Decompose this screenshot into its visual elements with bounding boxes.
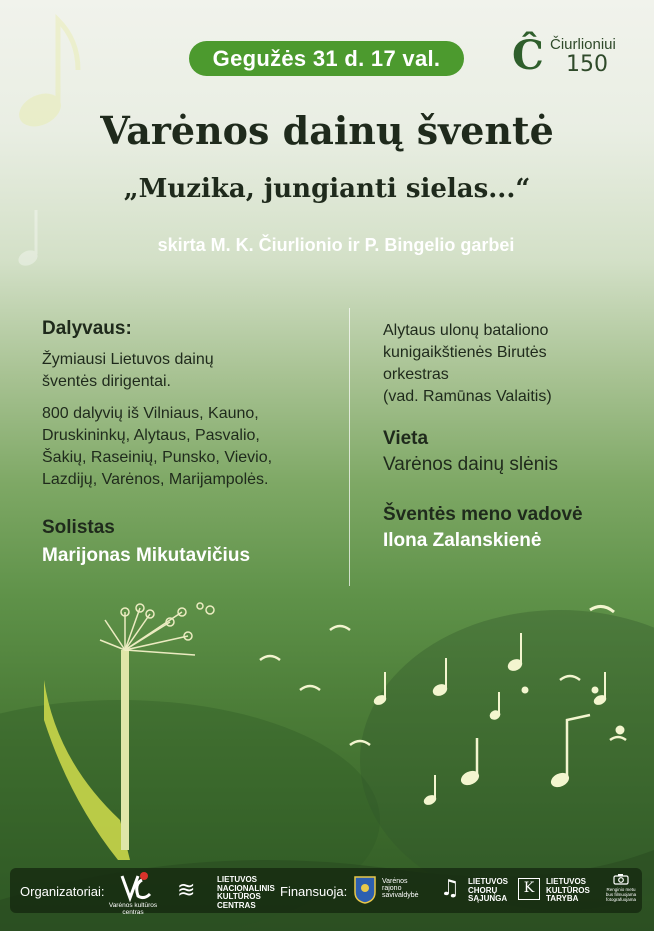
choirs-line: SĄJUNGA (468, 894, 508, 903)
logo-number: 150 (566, 52, 608, 77)
choirs-union-logo (440, 874, 515, 908)
council-line: LIETUVOS (546, 877, 587, 886)
culture-council-logo (518, 874, 593, 908)
photo-line: Renginio metu (606, 887, 636, 892)
culture-council-text (546, 878, 590, 904)
note-stem-line (121, 650, 129, 850)
municipality-line: Varėnos (382, 878, 408, 885)
choirs-line: CHORŲ (468, 885, 498, 895)
sponsors-footer (10, 868, 642, 916)
left-column (42, 318, 332, 567)
right-column (383, 320, 643, 552)
soloist-heading: Solistas (42, 517, 115, 538)
conductors-line: Žymiausi Lietuvos dainų (42, 351, 214, 368)
camera-icon (613, 873, 629, 885)
vkc-logo-text: Varėnos kultūros centras (108, 902, 158, 916)
culture-council-k-icon: K (518, 878, 540, 900)
ciurlionis-c-icon: Ĉ (512, 32, 544, 79)
municipality-line: savivaldybė (382, 892, 419, 899)
date-time-badge: Gegužės 31 d. 17 val. (189, 41, 464, 76)
dedication: skirta M. K. Čiurlionio ir P. Bingelio garbei (157, 235, 515, 255)
orchestra-text (383, 320, 643, 408)
lnkc-line: KULTŪROS (217, 892, 261, 901)
venue-name: Varėnos dainų slėnis (383, 454, 558, 475)
orchestra-line: orkestras (383, 366, 449, 383)
lnkc-logo (175, 872, 275, 910)
orchestra-line: Alytaus ulonų bataliono (383, 322, 549, 339)
conductors-line: šventės dirigentai. (42, 373, 171, 390)
conductors-text (42, 349, 332, 393)
vkc-logo-icon (98, 870, 168, 902)
funders-label: Finansuoja: (280, 884, 348, 899)
singers-line: Lazdijų, Varėnos, Marijampolės. (42, 471, 269, 488)
logo-name: Čiurlioniui (550, 36, 616, 53)
organizers-label: Organizatoriai: (20, 884, 105, 899)
photo-line: bus filmuojama (605, 892, 637, 897)
orchestra-line: (vad. Ramūnas Valaitis) (383, 388, 552, 405)
page-title: Varėnos dainų šventė (100, 108, 554, 153)
column-divider (349, 308, 350, 586)
soloist-name: Marijonas Mikutavičius (42, 545, 251, 566)
dandelion (100, 603, 214, 655)
singers-text (42, 403, 332, 491)
lnkc-logo-text (217, 876, 275, 910)
council-line: TARYBA (546, 894, 579, 903)
coat-of-arms-icon (354, 876, 376, 904)
municipality-logo (354, 874, 434, 908)
choirs-union-icon: ♫ (440, 876, 460, 901)
subtitle: „Muzika, jungianti sielas...“ (123, 174, 531, 204)
photo-line: fotografuojama (605, 897, 637, 902)
photo-notice (602, 872, 640, 912)
singers-line: Šakių, Raseinių, Punsko, Vievio, (42, 449, 273, 466)
photo-notice-text (602, 887, 640, 902)
ciurlioniui-150-logo (512, 30, 632, 80)
lnkc-bird-icon: ≋ (177, 878, 196, 903)
art-director-name: Ilona Zalanskienė (383, 530, 542, 551)
singers-line: Druskininkų, Alytaus, Pasvalio, (42, 427, 260, 444)
venue-heading: Vieta (383, 428, 429, 449)
council-line: KULTŪROS (546, 885, 590, 895)
vkc-logo (98, 870, 168, 916)
municipality-text (382, 878, 419, 899)
orchestra-line: kunigaikštienės Birutės (383, 344, 547, 361)
lnkc-line: LIETUVOS (217, 875, 258, 884)
participants-heading: Dalyvaus: (42, 318, 132, 339)
municipality-line: rajono (382, 885, 402, 892)
choirs-line: LIETUVOS (468, 877, 509, 886)
lnkc-line: CENTRAS (217, 900, 256, 910)
choirs-union-text (468, 878, 508, 904)
singers-line: 800 dalyvių iš Vilniaus, Kauno, (42, 405, 259, 422)
art-director-heading: Šventės meno vadovė (383, 504, 583, 525)
lnkc-line: NACIONALINIS (217, 883, 275, 893)
